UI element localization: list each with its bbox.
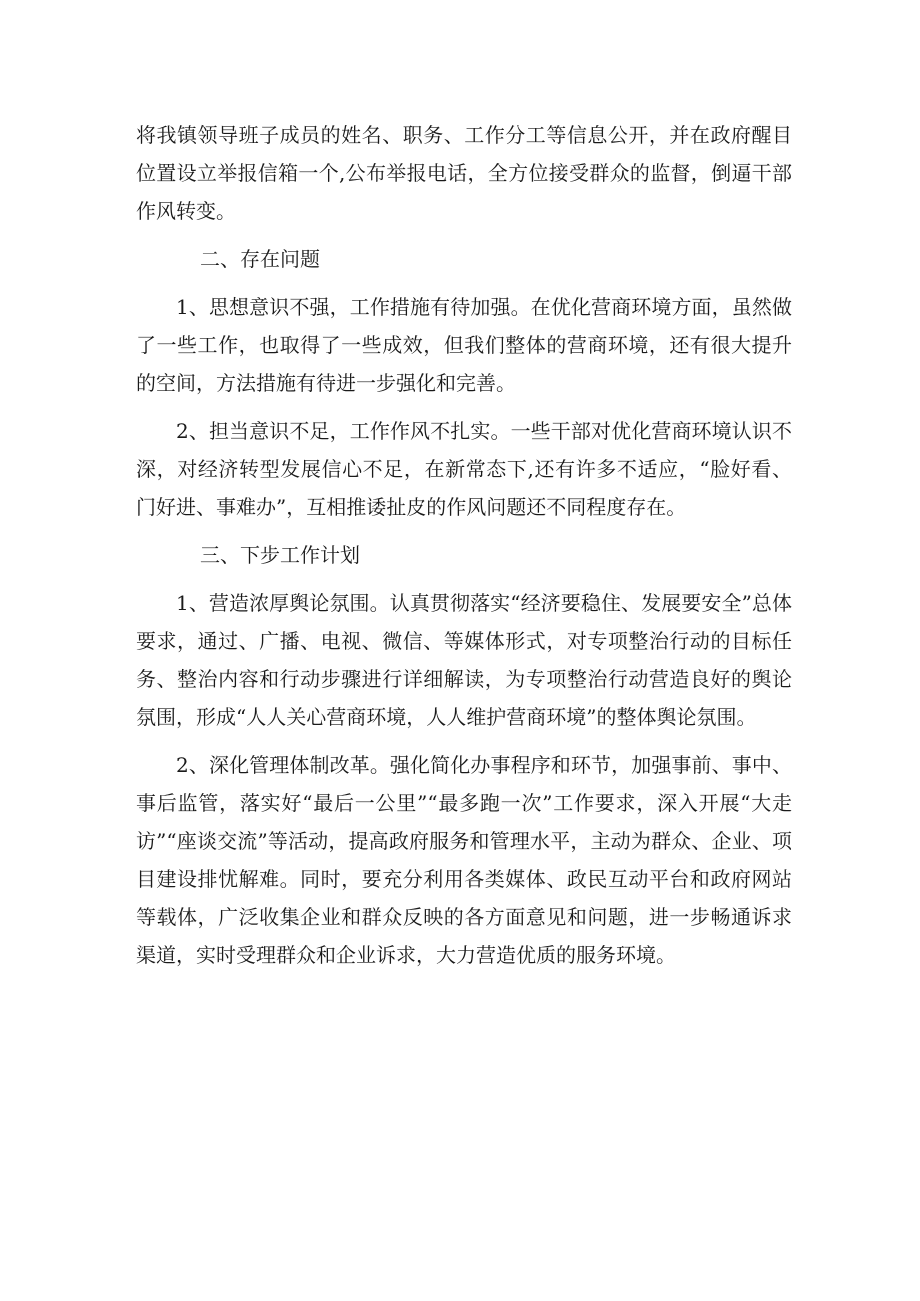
section-heading-next-steps: 三、下步工作计划 [200,543,360,567]
body-paragraph-plan-1: 1、营造浓厚舆论氛围。认真贯彻落实“经济要稳住、发展要安全”总体要求，通过、广播、电视、微信、等媒体形式，对专项整治行动的目标任务、整治内容和行动步骤进行详细解读，为专项整治行动营造良好的舆论氛围，形成“人人关心营商环境，人人维护营商环境”的整体舆论氛围。 [136,591,792,729]
body-paragraph-plan-2: 2、深化管理体制改革。强化简化办事程序和环节，加强事前、事中、事后监管，落实好“最后一公里”“最多跑一次”工作要求，深入开展“大走访”“座谈交流”等活动，提高政府服务和管理水平，主动为群众、企业、项目建设排忧解难。同时，要充分利用各类媒体、政民互动平台和政府网站等载体，广泛收集企业和群众反映的各方面意见和问题，进一步畅通诉求渠道，实时受理群众和企业诉求，大力营造优质的服务环境。 [136,753,792,967]
body-paragraph-problem-2: 2、担当意识不足，工作作风不扎实。一些干部对优化营商环境认识不深，对经济转型发展信心不足，在新常态下,还有许多不适应，“脸好看、门好进、事难办”，互相推诿扯皮的作风问题还不同程度存在。 [136,419,792,519]
section-heading-problems: 二、存在问题 [200,247,320,271]
body-paragraph-continuation: 将我镇领导班子成员的姓名、职务、工作分工等信息公开，并在政府醒目位置设立举报信箱一个,公布举报电话，全方位接受群众的监督，倒逼干部作风转变。 [136,123,792,223]
body-paragraph-problem-1: 1、思想意识不强，工作措施有待加强。在优化营商环境方面，虽然做了一些工作，也取得了一些成效，但我们整体的营商环境，还有很大提升的空间，方法措施有待进一步强化和完善。 [136,295,792,395]
document-body [136,116,792,974]
